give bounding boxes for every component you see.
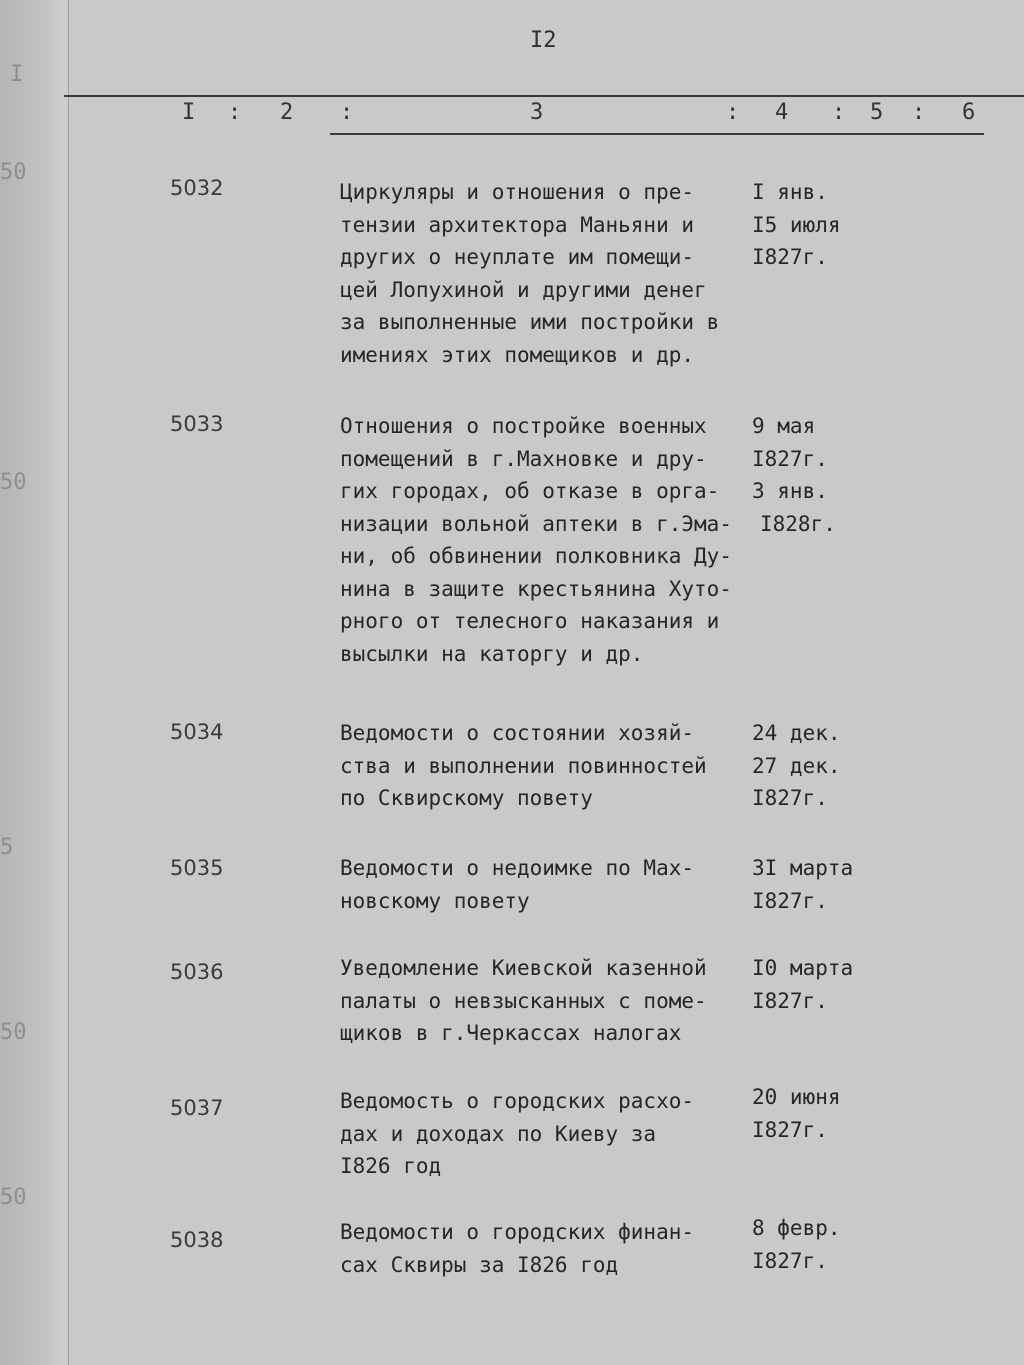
date-line: I5 июля (752, 212, 841, 237)
entry-description (340, 952, 760, 1050)
page-number: I2 (530, 28, 557, 53)
description-line: сах Сквиры за I826 год (340, 1252, 619, 1277)
description-line: Ведомости о городских финан- (340, 1220, 695, 1244)
date-line: I827г. (752, 245, 828, 269)
column-header-1: I (182, 100, 196, 125)
description-line: дах и доходах по Киеву за (340, 1121, 657, 1146)
description-line: Ведомости о состоянии хозяй- (340, 721, 695, 745)
column-separator: : (832, 100, 846, 125)
description-line: щиков в г.Черкассах налогах (340, 1021, 682, 1045)
entry-number: 5036 (170, 960, 224, 984)
left-page-margin (0, 0, 69, 1365)
date-line: I827г. (752, 446, 828, 471)
description-line: помещений в г.Махновке и дру- (340, 446, 707, 471)
description-line: высылки на каторгу и др. (340, 641, 644, 666)
description-line: цей Лопухиной и другими денег (340, 277, 707, 302)
description-line: ства и выполнении повинностей (340, 753, 707, 778)
description-line: новскому повету (340, 888, 530, 913)
column-header-3: 3 (530, 100, 544, 125)
date-line: I827г. (752, 988, 828, 1013)
description-line: Циркуляры и отношения о пре- (340, 180, 695, 204)
margin-mark: 50 (0, 160, 27, 185)
margin-mark: 50 (0, 470, 27, 495)
entry-number: 5035 (170, 856, 224, 880)
header-rule-top (64, 95, 1024, 97)
date-line: I827г. (752, 786, 828, 810)
entry-number: 5038 (170, 1228, 224, 1252)
entry-dates (752, 1212, 892, 1277)
date-line: 9 мая (752, 414, 816, 438)
entry-dates (752, 176, 892, 274)
date-line: I827г. (752, 888, 828, 913)
date-line: 3 янв. (752, 479, 828, 503)
description-line: нина в защите крестьянина Хуто- (340, 576, 732, 601)
column-separator: : (340, 100, 354, 125)
entry-description (340, 1216, 760, 1281)
description-line: гих городах, об отказе в орга- (340, 479, 720, 503)
description-line: по Сквирскому повету (340, 786, 593, 810)
column-separator: : (912, 100, 926, 125)
entry-dates (752, 1081, 892, 1146)
entry-description (340, 176, 760, 371)
date-line: 20 июня (752, 1085, 841, 1109)
description-line: ни, об обвинении полковника Ду- (340, 544, 732, 568)
entry-description (340, 852, 760, 917)
date-line: 27 дек. (752, 753, 841, 778)
entry-dates (752, 952, 892, 1017)
margin-mark: 50 (0, 1185, 27, 1210)
entry-description (340, 410, 760, 670)
date-line: I827г. (752, 1248, 828, 1273)
entry-dates (752, 410, 892, 540)
entry-number: 5034 (170, 720, 224, 744)
column-header-6: 6 (962, 100, 976, 125)
header-rule-bottom (330, 133, 984, 135)
column-separator: : (228, 100, 242, 125)
column-header-5: 5 (870, 100, 884, 125)
description-line: низации вольной аптеки в г.Эма- (340, 511, 732, 536)
date-line: 3I марта (752, 856, 854, 880)
entry-description (340, 1085, 760, 1183)
description-line: рного от телесного наказания и (340, 609, 720, 633)
description-line: тензии архитектора Маньяни и (340, 212, 695, 237)
entry-number: 5032 (170, 176, 224, 200)
entry-number: 5037 (170, 1096, 224, 1120)
description-line: имениях этих помещиков и др. (340, 342, 695, 367)
entry-dates (752, 717, 892, 815)
entry-dates (752, 852, 892, 917)
description-line: за выполненные ими постройки в (340, 310, 720, 334)
column-header-4: 4 (775, 100, 789, 125)
description-line: I826 год (340, 1154, 442, 1178)
description-line: Ведомости о недоимке по Мах- (340, 856, 695, 880)
description-line: палаты о невзысканных с поме- (340, 988, 707, 1013)
date-line: I янв. (752, 180, 828, 204)
date-line: I828г. (760, 511, 836, 536)
description-line: Уведомление Киевской казенной (340, 956, 707, 980)
entry-number: 5033 (170, 412, 224, 436)
margin-mark: 50 (0, 1020, 27, 1045)
date-line: I0 марта (752, 956, 854, 980)
column-separator: : (726, 100, 740, 125)
description-line: Отношения о постройке военных (340, 414, 707, 438)
description-line: других о неуплате им помещи- (340, 245, 695, 269)
margin-mark: I (10, 62, 24, 87)
date-line: I827г. (752, 1117, 828, 1142)
margin-mark: 5 (0, 835, 14, 860)
column-header-2: 2 (280, 100, 294, 125)
date-line: 8 февр. (752, 1216, 841, 1240)
entry-description (340, 717, 760, 815)
date-line: 24 дек. (752, 721, 841, 745)
description-line: Ведомость о городских расхо- (340, 1089, 695, 1113)
